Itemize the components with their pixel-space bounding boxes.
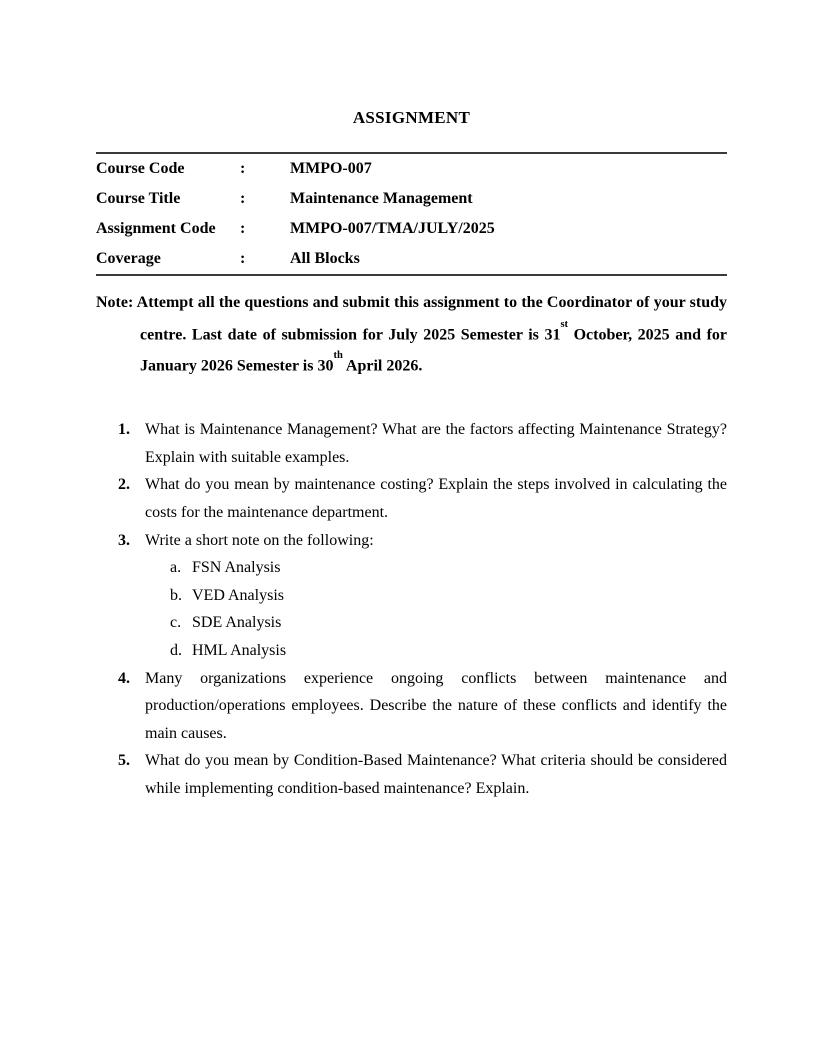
- sub-item-a: [96, 554, 727, 582]
- question-number: 3.: [118, 531, 130, 549]
- page-title: ASSIGNMENT: [352, 108, 471, 127]
- sub-item-letter: b.: [170, 586, 182, 604]
- sub-item-text: HML Analysis: [192, 641, 287, 659]
- question-number: 4.: [118, 669, 130, 687]
- row-label: Course Code: [96, 160, 185, 177]
- question-text: Many organizations experience ongoing conflicts between maintenance and production/operations employees. Describe the nature of these conflicts and identify the main causes.: [145, 669, 727, 742]
- questions-list: [96, 416, 727, 802]
- question-text: Write a short note on the following:: [145, 531, 374, 549]
- row-separator: :: [240, 220, 246, 237]
- note-superscript-th: th: [333, 350, 343, 362]
- question-item-2: [96, 471, 727, 526]
- question-item-4: [96, 665, 727, 748]
- sub-item-text: SDE Analysis: [192, 614, 282, 632]
- row-value: All Blocks: [290, 250, 360, 267]
- row-value: MMPO-007: [290, 160, 372, 177]
- note-superscript-st: st: [560, 318, 569, 330]
- row-value: Maintenance Management: [290, 190, 473, 207]
- note-label: Note:: [96, 294, 134, 311]
- sub-item-text: FSN Analysis: [192, 559, 281, 577]
- sub-item-b: [96, 582, 727, 610]
- row-separator: :: [240, 190, 246, 207]
- question-item-1: [96, 416, 727, 471]
- question-text: What do you mean by Condition-Based Maintenance? What criteria should be considered while implementing condition-based maintenance? Explain.: [145, 752, 727, 797]
- row-label: Coverage: [96, 250, 161, 267]
- note-text-3: April 2026.: [342, 357, 423, 375]
- question-number: 1.: [118, 421, 130, 439]
- question-number: 2.: [118, 476, 130, 494]
- row-label: Course Title: [96, 190, 181, 207]
- table-row-course-code: [96, 153, 727, 184]
- question-item-5: [96, 747, 727, 802]
- question-item-3: [96, 527, 727, 555]
- note-text-1: Attempt all the questions and submit this assignment to the Coordinator of your study centre. Last date of submission for July 2025 Semester is 31: [136, 294, 727, 343]
- note-text-2: October, 2025 and for January 2026 Semester is 30: [140, 325, 728, 375]
- note-paragraph: [96, 289, 727, 380]
- sub-item-letter: d.: [170, 641, 182, 659]
- table-row-coverage: [96, 244, 727, 275]
- row-separator: :: [240, 250, 246, 267]
- table-row-assignment-code: [96, 214, 727, 244]
- question-text: What do you mean by maintenance costing? Explain the steps involved in calculating the costs for the maintenance department.: [145, 476, 727, 521]
- question-text: What is Maintenance Management? What are the factors affecting Maintenance Strategy? Explain with suitable examples.: [145, 421, 727, 466]
- row-label: Assignment Code: [96, 220, 216, 237]
- row-value: MMPO-007/TMA/JULY/2025: [290, 220, 495, 237]
- sub-item-letter: a.: [170, 559, 182, 577]
- sub-item-c: [96, 609, 727, 637]
- sub-item-text: VED Analysis: [192, 586, 284, 604]
- course-info-table: [96, 152, 727, 276]
- question-number: 5.: [118, 752, 130, 770]
- row-separator: :: [240, 160, 246, 177]
- sub-item-d: [96, 637, 727, 665]
- table-row-course-title: [96, 184, 727, 214]
- sub-item-letter: c.: [170, 614, 182, 632]
